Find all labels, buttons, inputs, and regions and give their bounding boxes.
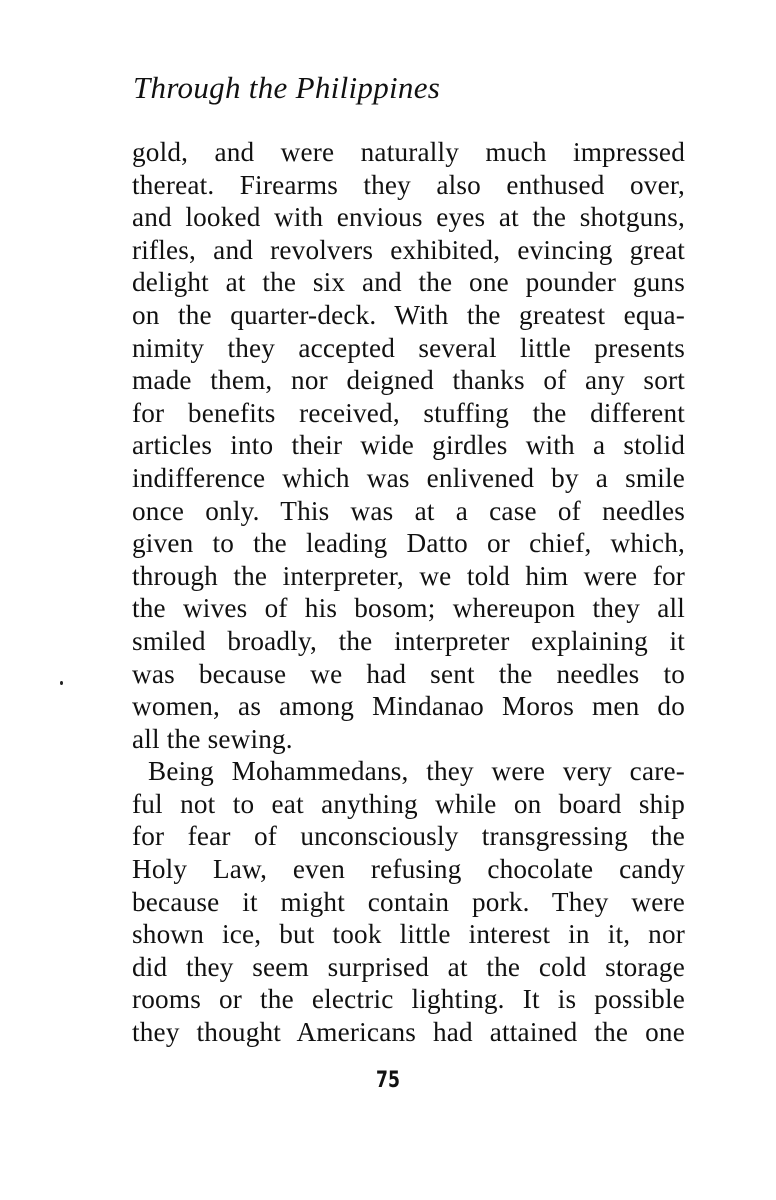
page-number: 75 bbox=[376, 1068, 400, 1093]
text-line: for fear of unconsciously transgressing the bbox=[132, 821, 685, 852]
text-line: made them, nor deigned thanks of any sort bbox=[132, 365, 685, 396]
text-line: smiled broadly, the interpreter explaining it bbox=[132, 625, 685, 656]
text-line: ful not to eat anything while on board ship bbox=[132, 788, 685, 819]
text-line: thereat. Firearms they also enthused over, bbox=[132, 169, 685, 200]
running-head: Through the Philippines bbox=[133, 70, 441, 105]
text-line: the wives of his bosom; whereupon they all bbox=[132, 593, 685, 624]
text-line: once only. This was at a case of needles bbox=[132, 495, 685, 526]
text-line: on the quarter-deck. With the greatest equa- bbox=[132, 299, 685, 330]
text-line: did they seem surprised at the cold storage bbox=[132, 951, 685, 982]
text-line: for benefits received, stuffing the different bbox=[132, 397, 685, 428]
text-line: articles into their wide girdles with a stolid bbox=[132, 430, 685, 461]
ink-speck bbox=[60, 681, 63, 685]
paragraph bbox=[132, 136, 685, 755]
text-line: rooms or the electric lighting. It is possible bbox=[132, 984, 685, 1015]
body-text bbox=[132, 136, 685, 1049]
text-line: was because we had sent the needles to bbox=[132, 658, 685, 689]
text-line: all the sewing. bbox=[132, 723, 293, 754]
text-line: given to the leading Datto or chief, which, bbox=[132, 528, 685, 559]
text-line: gold, and were naturally much impressed bbox=[132, 137, 685, 167]
text-line: delight at the six and the one pounder guns bbox=[132, 267, 685, 298]
text-line: nimity they accepted several little presents bbox=[132, 332, 685, 363]
text-line: Holy Law, even refusing chocolate candy bbox=[132, 854, 685, 885]
text-line: Being Mohammedans, they were very care- bbox=[148, 756, 685, 787]
text-line: through the interpreter, we told him were for bbox=[132, 560, 685, 591]
text-line: shown ice, but took little interest in it, nor bbox=[132, 919, 685, 950]
text-line: women, as among Mindanao Moros men do bbox=[132, 691, 685, 722]
text-line: and looked with envious eyes at the shotguns, bbox=[132, 202, 685, 233]
text-line: because it might contain pork. They were bbox=[132, 886, 685, 917]
paragraph bbox=[132, 755, 685, 1048]
text-line: rifles, and revolvers exhibited, evincing great bbox=[132, 234, 685, 265]
text-line: they thought Americans had attained the one bbox=[132, 1017, 685, 1048]
text-line: indifference which was enlivened by a smile bbox=[132, 462, 685, 493]
